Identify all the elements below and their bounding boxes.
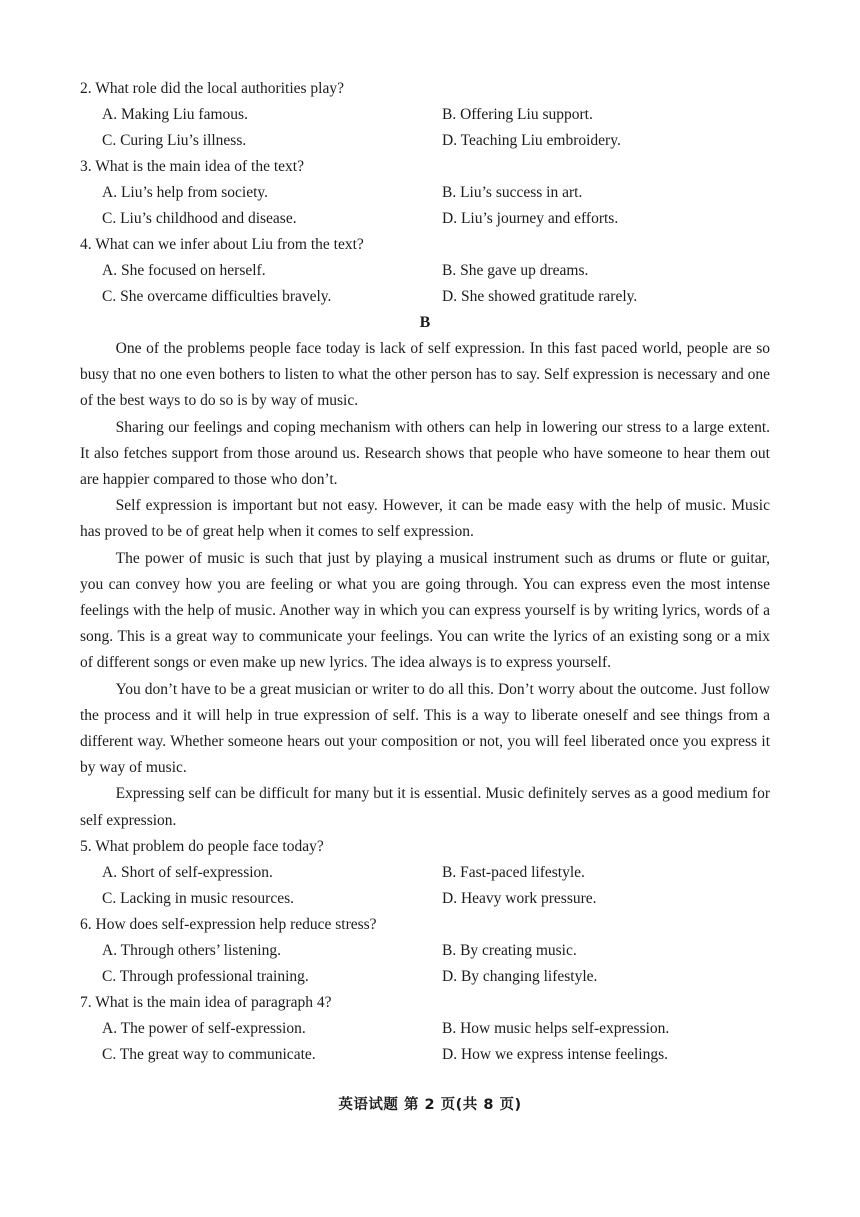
- option-a: A. The power of self-expression.: [102, 1019, 306, 1037]
- question-4: [80, 232, 770, 310]
- option-c: C. Curing Liu’s illness.: [102, 132, 247, 149]
- option-b: B. Fast-paced lifestyle.: [442, 863, 585, 881]
- passage-b: [80, 336, 770, 834]
- option-c: C. Liu’s childhood and disease.: [102, 210, 297, 227]
- question-3: [80, 154, 770, 232]
- page-content: [80, 76, 770, 1068]
- section-heading: B: [419, 314, 431, 331]
- option-a: A. She focused on herself.: [102, 262, 266, 279]
- option-c: C. She overcame difficulties bravely.: [102, 288, 332, 305]
- option-b: B. By creating music.: [442, 941, 577, 959]
- option-b: B. Offering Liu support.: [442, 106, 593, 123]
- option-b: B. Liu’s success in art.: [442, 184, 583, 201]
- option-d: D. She showed gratitude rarely.: [442, 288, 638, 305]
- question-2: [80, 76, 770, 154]
- passage-paragraph: The power of music is such that just by playing a musical instrument such as drums or flute or guitar, you can convey how you are feeling or what you are going through. You can express even the most intense feelings with the help of music. Another way in which you can express yourself is by writing lyrics, words of a song. This is a great way to communicate your feelings. You can write the lyrics of an existing song or a mix of different songs or even make up new lyrics. The idea always is to express yourself.: [80, 549, 770, 672]
- question-stem: 3. What is the main idea of the text?: [80, 158, 304, 175]
- option-a: A. Liu’s help from society.: [102, 184, 269, 201]
- passage-paragraph: Sharing our feelings and coping mechanism with others can help in lowering our stress to a large extent. It also fetches support from those around us. Research shows that people who have someone to hear them out are happier compared to those who don’t.: [80, 418, 770, 489]
- question-stem: 6. How does self-expression help reduce stress?: [80, 915, 377, 933]
- passage-paragraph: You don’t have to be a great musician or writer to do all this. Don’t worry about the outcome. Just follow the process and it will help in true expression of self. This is a way to liberate oneself and see things from a different way. Whether someone hears out your composition or not, you will feel liberated once you express it by way of music.: [80, 680, 770, 777]
- option-b: B. How music helps self-expression.: [442, 1019, 670, 1037]
- question-6: [80, 912, 770, 990]
- option-d: D. Teaching Liu embroidery.: [442, 132, 621, 149]
- passage-paragraph: Self expression is important but not easy. However, it can be made easy with the help of music. Music has proved to be of great help when it comes to self expression.: [80, 497, 770, 541]
- option-b: B. She gave up dreams.: [442, 262, 589, 279]
- question-stem: 2. What role did the local authorities play?: [80, 80, 344, 97]
- option-c: C. Lacking in music resources.: [102, 889, 294, 907]
- option-d: D. By changing lifestyle.: [442, 967, 598, 985]
- option-d: D. Heavy work pressure.: [442, 889, 597, 907]
- passage-paragraph: One of the problems people face today is lack of self expression. In this fast paced world, people are so busy that no one even bothers to listen to what the other person has to say. Self expression is necessary and one of the best ways to do so is by way of music.: [80, 340, 770, 410]
- question-7: [80, 990, 770, 1068]
- passage-paragraph: Expressing self can be difficult for many but it is essential. Music definitely serves as a good medium for self expression.: [80, 785, 770, 829]
- option-c: C. The great way to communicate.: [102, 1045, 316, 1063]
- option-a: A. Through others’ listening.: [102, 941, 281, 959]
- option-d: D. How we express intense feelings.: [442, 1045, 668, 1063]
- option-a: A. Making Liu famous.: [102, 106, 248, 123]
- question-stem: 4. What can we infer about Liu from the text?: [80, 236, 364, 253]
- question-stem: 5. What problem do people face today?: [80, 837, 324, 855]
- question-5: [80, 834, 770, 912]
- option-c: C. Through professional training.: [102, 967, 309, 985]
- page-footer: 英语试题 第 2 页(共 8 页): [338, 1097, 522, 1113]
- option-d: D. Liu’s journey and efforts.: [442, 210, 619, 227]
- option-a: A. Short of self-expression.: [102, 863, 273, 881]
- question-stem: 7. What is the main idea of paragraph 4?: [80, 993, 332, 1011]
